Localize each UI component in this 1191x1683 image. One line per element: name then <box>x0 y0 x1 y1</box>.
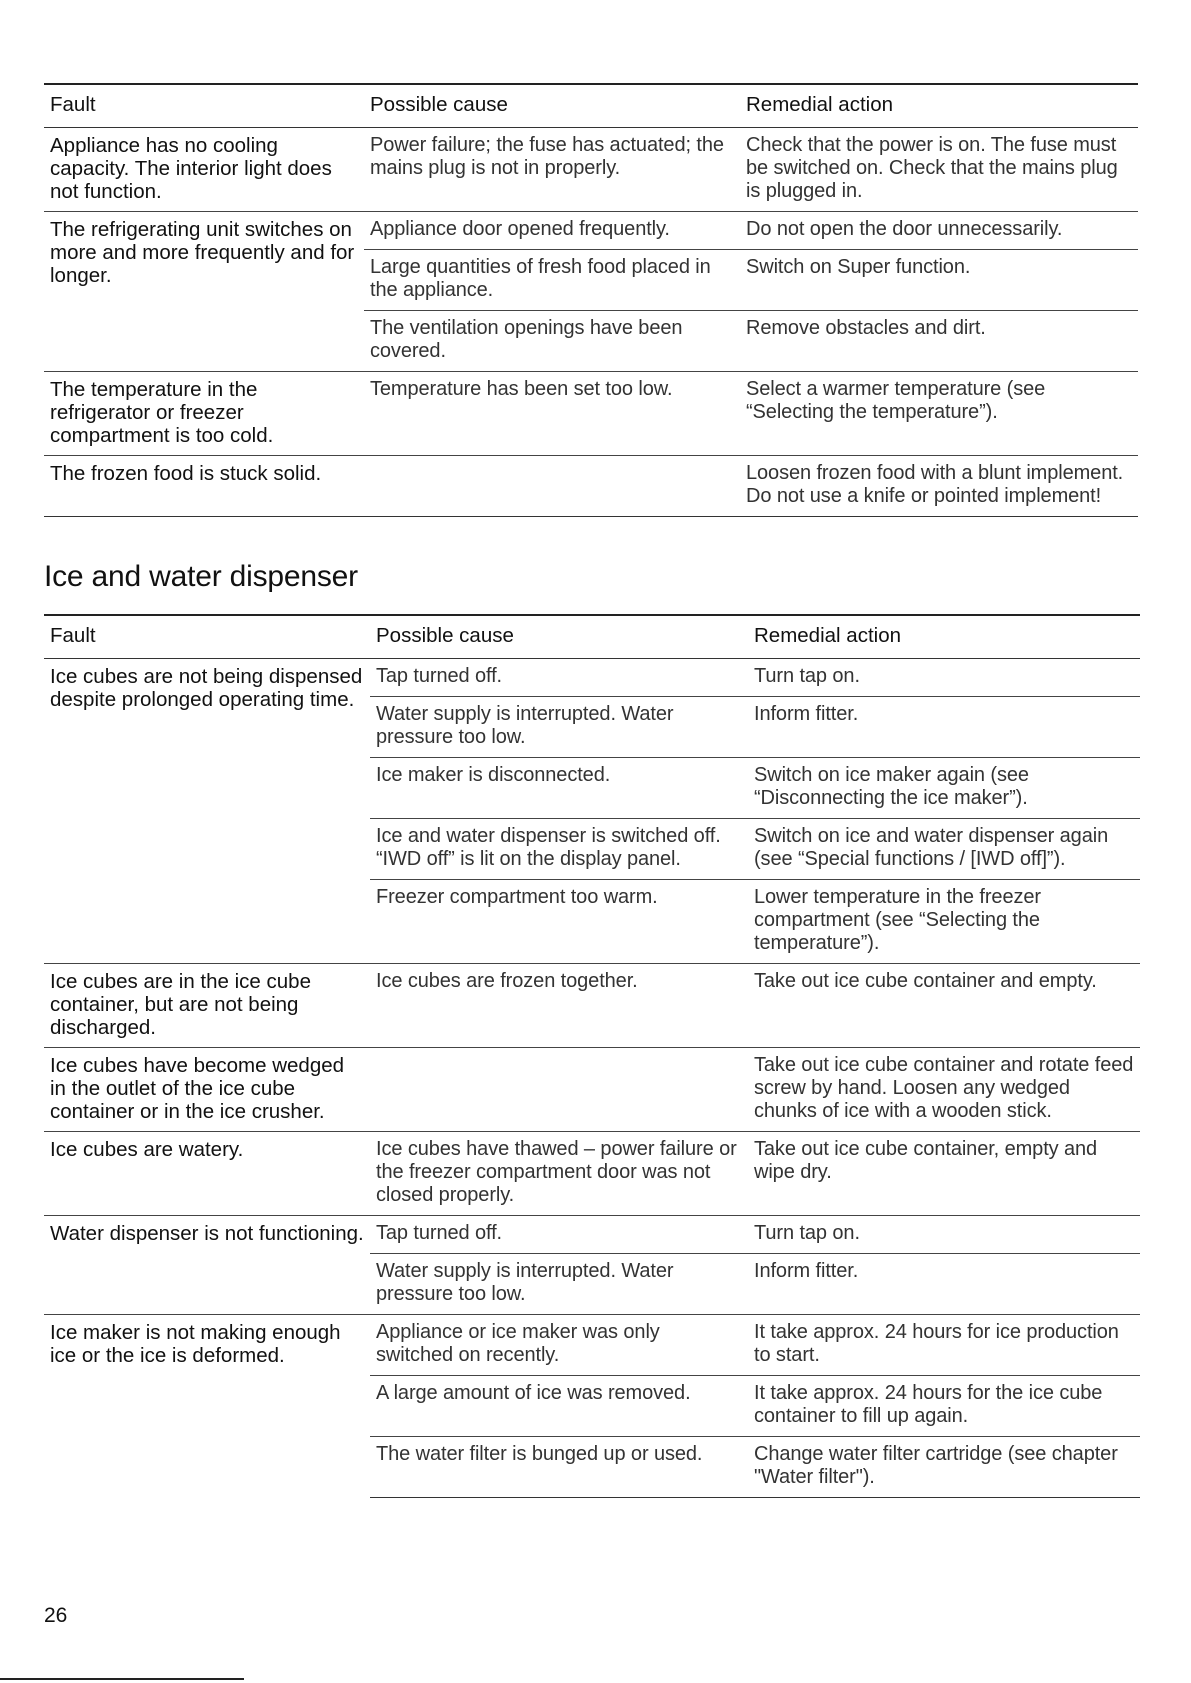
cause-cell: Freezer compartment too warm. <box>370 880 748 964</box>
fault-cell: The frozen food is stuck solid. <box>44 456 364 517</box>
action-cell: Switch on ice maker again (see “Disconnecting the ice maker”). <box>748 758 1140 819</box>
cause-cell <box>364 456 740 517</box>
header-remedial-action: Remedial action <box>748 615 1140 659</box>
cause-cell: Ice maker is disconnected. <box>370 758 748 819</box>
header-fault: Fault <box>44 84 364 128</box>
cause-cell: Large quantities of fresh food placed in the appliance. <box>364 250 740 311</box>
cause-cell: Ice cubes have thawed – power failure or the freezer compartment door was not closed properly. <box>370 1132 748 1216</box>
fault-cell: Appliance has no cooling capacity. The interior light does not function. <box>50 134 332 203</box>
header-fault: Fault <box>44 615 370 659</box>
table-row <box>44 212 1138 250</box>
action-cell: Select a warmer temperature (see “Selecting the temperature”). <box>740 372 1138 456</box>
action-cell: Change water filter cartridge (see chapter "Water filter"). <box>748 1437 1140 1498</box>
action-cell: It take approx. 24 hours for ice production to start. <box>748 1315 1140 1376</box>
action-cell: Do not open the door unnecessarily. <box>740 212 1138 250</box>
action-cell: Switch on Super function. <box>740 250 1138 311</box>
fault-cell: Water dispenser is not functioning. <box>44 1216 370 1315</box>
cause-cell: A large amount of ice was removed. <box>370 1376 748 1437</box>
cause-cell: Appliance or ice maker was only switched on recently. <box>370 1315 748 1376</box>
action-cell: Take out ice cube container, empty and wipe dry. <box>748 1132 1140 1216</box>
fault-cell: Ice cubes are not being dispensed despite prolonged operating time. <box>50 665 363 711</box>
cause-cell: The water filter is bunged up or used. <box>370 1437 748 1498</box>
cause-cell: Appliance door opened frequently. <box>364 212 740 250</box>
header-possible-cause: Possible cause <box>364 84 740 128</box>
action-cell: Take out ice cube container and empty. <box>748 964 1140 1048</box>
cause-cell: Ice and water dispenser is switched off. “IWD off” is lit on the display panel. <box>370 819 748 880</box>
table-row <box>44 1132 1140 1216</box>
action-cell: Inform fitter. <box>748 1254 1140 1315</box>
cause-cell: Power failure; the fuse has actuated; the mains plug is not in properly. <box>370 134 724 179</box>
cause-cell: Water supply is interrupted. Water pressure too low. <box>370 1254 748 1315</box>
fault-cell: Ice cubes are watery. <box>44 1132 370 1216</box>
table-row <box>44 659 1140 697</box>
troubleshooting-table-general <box>44 83 1138 517</box>
action-cell: Take out ice cube container and rotate feed screw by hand. Loosen any wedged chunks of ice with a wooden stick. <box>748 1048 1140 1132</box>
action-cell: Switch on ice and water dispenser again (see “Special functions / [IWD off]”). <box>748 819 1140 880</box>
fault-cell: The refrigerating unit switches on more and more frequently and for longer. <box>44 212 364 372</box>
table-row <box>44 964 1140 1048</box>
table-header-row <box>44 84 1138 128</box>
cause-cell: Ice cubes are frozen together. <box>370 964 748 1048</box>
table-row <box>44 456 1138 517</box>
action-cell: Lower temperature in the freezer compartment (see “Selecting the temperature”). <box>748 880 1140 964</box>
action-cell: Remove obstacles and dirt. <box>740 311 1138 372</box>
header-remedial-action: Remedial action <box>740 84 1138 128</box>
table-row <box>44 1048 1140 1132</box>
table-row <box>44 372 1138 456</box>
table-header-row <box>44 615 1140 659</box>
header-possible-cause: Possible cause <box>370 615 748 659</box>
table-row <box>44 1216 1140 1254</box>
action-cell: Inform fitter. <box>748 697 1140 758</box>
action-cell: Loosen frozen food with a blunt implement. Do not use a knife or pointed implement! <box>740 456 1138 517</box>
footer-rule <box>0 1678 244 1680</box>
action-cell: Check that the power is on. The fuse must be switched on. Check that the mains plug is plugged in. <box>746 134 1118 202</box>
cause-cell: Temperature has been set too low. <box>364 372 740 456</box>
fault-cell: The temperature in the refrigerator or freezer compartment is too cold. <box>44 372 364 456</box>
cause-cell <box>370 1048 748 1132</box>
fault-cell: Ice cubes have become wedged in the outlet of the ice cube container or in the ice crusher. <box>44 1048 370 1132</box>
fault-cell: Ice maker is not making enough ice or the ice is deformed. <box>44 1315 370 1498</box>
fault-cell: Ice cubes are in the ice cube container, but are not being discharged. <box>44 964 370 1048</box>
action-cell: It take approx. 24 hours for the ice cube container to fill up again. <box>748 1376 1140 1437</box>
table-row <box>44 128 1138 212</box>
cause-cell: Tap turned off. <box>376 665 503 687</box>
section-heading: Ice and water dispenser <box>44 560 358 593</box>
action-cell: Turn tap on. <box>754 665 860 687</box>
cause-cell: Tap turned off. <box>370 1216 748 1254</box>
cause-cell: The ventilation openings have been covered. <box>364 311 740 372</box>
troubleshooting-table-ice-water <box>44 614 1140 1498</box>
page-number: 26 <box>44 1604 68 1627</box>
table-row <box>44 1315 1140 1376</box>
action-cell: Turn tap on. <box>748 1216 1140 1254</box>
cause-cell: Water supply is interrupted. Water pressure too low. <box>370 697 748 758</box>
